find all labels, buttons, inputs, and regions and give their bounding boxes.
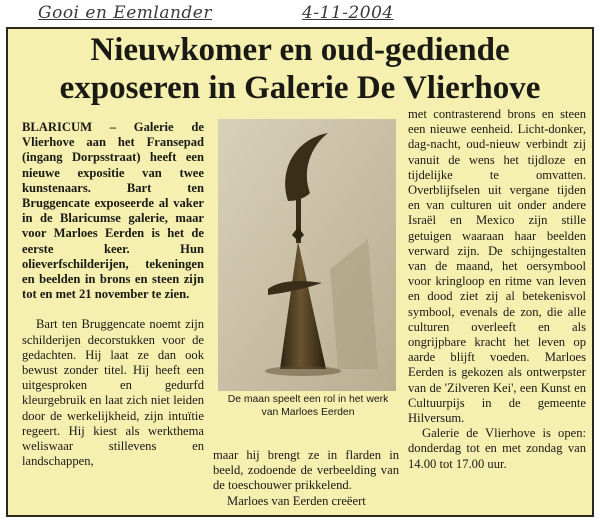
headline-line-1: Nieuwkomer en oud-gediende bbox=[90, 32, 510, 68]
newspaper-masthead bbox=[6, 2, 594, 26]
moon-sculpture-image bbox=[218, 119, 396, 391]
article-intro: BLARICUM – Galerie de Vlierhove aan het Fransepad (ingang Dorpsstraat) heeft een nieuwe expositie van twee kunstenaars. Bart ten Bruggencate exposeerde al vaker in de Blaricumse galerie, maar voor Marloes Eerden is het de eerste keer. Hun olieverfschilderijen, tekeningen en beelden in brons en steen zijn tot en met 21 november te zien. bbox=[22, 120, 204, 302]
sculpture-photo bbox=[218, 119, 396, 391]
body-paragraph-4: met contrasterend brons en steen een nieuwe eenheid. Licht-donker, dag-nacht, oud-nieuw verbindt zij vanuit de wens het tijdloze en tijdelijke te omvatten. Overblijfselen uit vergane tijden en van culturen uit onder andere Israël en Mexico zijn stille getuigen waaraan haar beelden verward zijn. De schijngestalten van de maand, het oersymbool voor kringloop en ritme van leven en dood ziet zij al betekenisvol symbool, evenals de zon, die alle culturen overleeft en als ongrijpbare kracht het leven op aarde blijft voeden. Marloes Eerden is gekozen als ontwerpster van de 'Zilveren Kei', een Kunst en Cultuurpijs in de gemeente Hilversum. bbox=[408, 107, 586, 426]
column-2 bbox=[213, 448, 399, 509]
newspaper-clipping bbox=[6, 27, 594, 517]
publication-date: 4-11-2004 bbox=[302, 3, 394, 23]
headline-line-2: exposeren in Galerie De Vlierhove bbox=[59, 70, 541, 106]
body-paragraph-3: Marloes van Eerden creëert bbox=[227, 493, 366, 508]
newspaper-source: Gooi en Eemlander bbox=[38, 3, 212, 23]
column-1 bbox=[22, 120, 204, 469]
article-headline bbox=[8, 31, 592, 107]
body-paragraph-1: Bart ten Bruggencate noemt zijn schilderijen decorstukken voor de gedachten. Hij laat ze dan ook bewust zonder titel. Hij heeft een uitgesproken en gedurfd kleurgebruik en laat zich niet leiden door de werkelijkheid, zijn intuïtie regeert. Hij kiest als werkthema weliswaar stillevens en landschappen, bbox=[22, 317, 204, 469]
column-3 bbox=[408, 107, 586, 472]
photo-caption: De maan speelt een rol in het werk van Marloes Eerden bbox=[227, 394, 389, 418]
opening-hours: Galerie de Vlierhove is open: donderdag tot en met zondag van 14.00 tot 17.00 uur. bbox=[408, 426, 586, 471]
body-paragraph-2: maar hij brengt ze in flarden in beeld, zodoende de verbeelding van de toeschouwer prikkelend. bbox=[213, 448, 399, 493]
